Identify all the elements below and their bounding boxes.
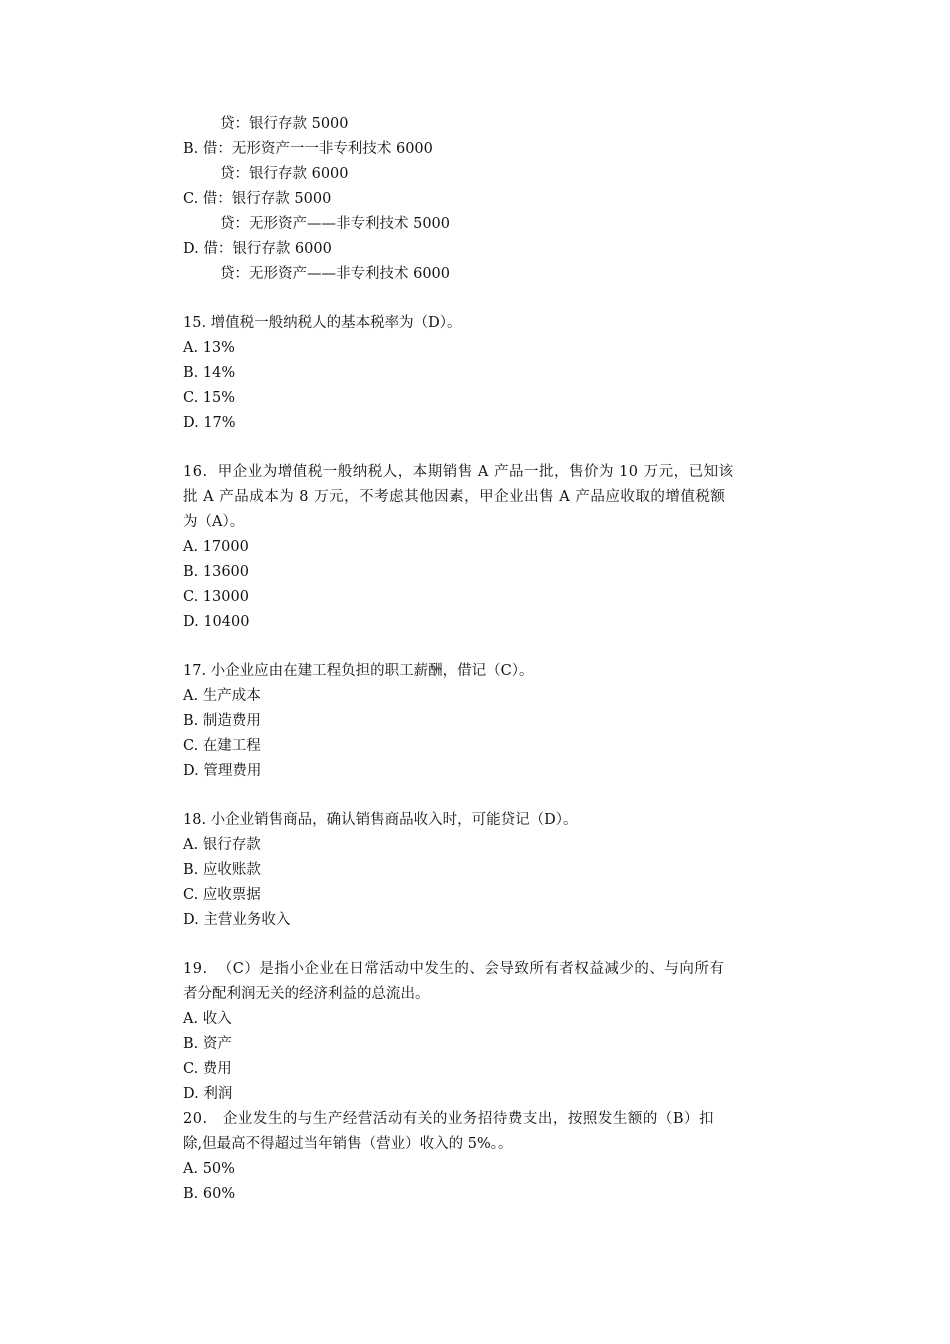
q17-option-b: B. 制造费用 [183,713,261,729]
q14-option-c-debit: C. 借：银行存款 5000 [183,191,332,207]
q15-stem: 15. 增值税一般纳税人的基本税率为（D）。 [183,315,462,331]
q19-stem-line-2: 者分配利润无关的经济利益的总流出。 [183,986,430,1002]
q20-option-b: B. 60% [183,1186,236,1202]
q19-stem-line-1: 19. （C）是指小企业在日常活动中发生的、会导致所有者权益减少的、与向所有 [183,961,725,977]
q15-option-d: D. 17% [183,415,236,431]
q14-option-c-credit: 贷：无形资产——非专利技术 5000 [220,216,451,232]
q15-option-b: B. 14% [183,365,236,381]
q17-option-a: A. 生产成本 [183,688,261,704]
q19-option-d: D. 利润 [183,1086,233,1102]
q16-option-a: A. 17000 [183,539,249,555]
q16-option-d: D. 10400 [183,614,250,630]
q15-option-a: A. 13% [183,340,235,356]
q14-option-d-debit: D. 借：银行存款 6000 [183,241,332,257]
q14-option-b-credit: 贷：银行存款 6000 [220,166,349,182]
q16-stem-line-2: 批 A 产品成本为 8 万元，不考虑其他因素，甲企业出售 A 产品应收取的增值税额 [183,489,726,505]
q14-option-d-credit: 贷：无形资产——非专利技术 6000 [220,266,451,282]
q18-option-d: D. 主营业务收入 [183,912,291,928]
q18-stem: 18. 小企业销售商品，确认销售商品收入时，可能贷记（D）。 [183,812,578,828]
q18-option-c: C. 应收票据 [183,887,261,903]
q18-option-b: B. 应收账款 [183,862,261,878]
q17-stem: 17. 小企业应由在建工程负担的职工薪酬，借记（C）。 [183,663,534,679]
q14-option-b-debit: B. 借：无形资产一一非专利技术 6000 [183,141,433,157]
q19-option-c: C. 费用 [183,1061,232,1077]
q18-option-a: A. 银行存款 [183,837,261,853]
q20-stem-line-2: 除,但最高不得超过当年销售（营业）收入的 5%。。 [183,1136,513,1152]
q14-option-a-credit: 贷：银行存款 5000 [220,116,349,132]
q20-stem-line-1: 20. 企业发生的与生产经营活动有关的业务招待费支出，按照发生额的（B）扣 [183,1111,715,1127]
q16-option-c: C. 13000 [183,589,249,605]
q16-stem-line-3: 为（A）。 [183,514,245,530]
q16-option-b: B. 13600 [183,564,250,580]
q19-option-b: B. 资产 [183,1036,232,1052]
q20-option-a: A. 50% [183,1161,235,1177]
q16-stem-line-1: 16. 甲企业为增值税一般纳税人，本期销售 A 产品一批，售价为 10 万元，已知该 [183,464,734,480]
q17-option-d: D. 管理费用 [183,763,262,779]
q19-option-a: A. 收入 [183,1011,232,1027]
q17-option-c: C. 在建工程 [183,738,261,754]
q15-option-c: C. 15% [183,390,236,406]
